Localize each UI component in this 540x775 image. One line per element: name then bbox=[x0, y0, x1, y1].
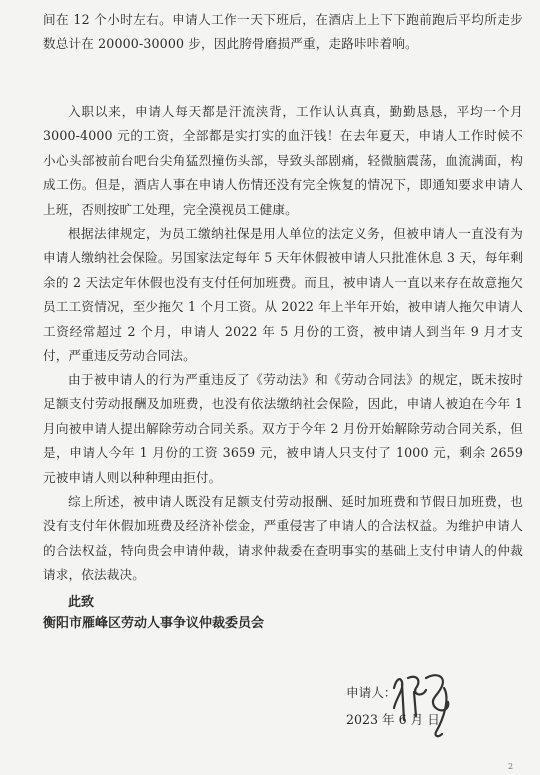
paragraph-continuation: 间在 12 个小时左右。申请人工作一天下班后，在酒店上上下下跑前跑后平均所走步数总计在 20000-30000 步，因此胯骨磨损严重，走路咔咔着响。 bbox=[43, 12, 523, 52]
paragraph-violation: 由于被申请人的行为严重违反了《劳动法》和《劳动合同法》的规定，既未按时足额支付劳动报酬及加班费，也没有依法缴纳社会保险，因此，申请人被迫在今年 1 月向被申请人提出解除劳动合同关系。双方于今年 2 月份开始解除劳动合同关系，但是，申请人今年 1 月份的工资 3659 元，被申请人只支付了 1000 元，剩余 2659 元被申请人则以种种理由拒付。 bbox=[43, 372, 523, 485]
handwritten-signature bbox=[386, 668, 466, 740]
recipient-name: 衡阳市雁峰区劳动人事争议仲裁委员会 bbox=[43, 616, 265, 631]
signature-date: 2023 年 6 月 日 bbox=[346, 712, 440, 727]
paragraph-legal-basis: 根据法律规定，为员工缴纳社保是用人单位的法定义务，但被申请人一直没有为申请人缴纳社会保险。另国家法定每年 5 天年休假被申请人只批准休息 3 天，每年剩余的 2 天法定年休假也没有支付任何加班费。而且，被申请人一直以来存在故意拖欠员工工资情况，至少拖欠 1 个月工资。从 2022 年上半年开始，被申请人拖欠申请人工资经常超过 2 个月，申请人 2022 年 5 月份的工资，被申请人到当年 9 月才支付，严重违反劳动合同法。 bbox=[43, 226, 523, 364]
paragraph-summary: 综上所述，被申请人既没有足额支付劳动报酬、延时加班费和节假日加班费，也没有支付年休假加班费及经济补偿金，严重侵害了申请人的合法权益。为维护申请人的合法权益，特向贵会申请仲裁，请求仲裁委在查明事实的基础上支付申请人的仲裁请求，依法裁决。 bbox=[43, 494, 523, 583]
closing-salutation: 此致 bbox=[68, 595, 95, 610]
paragraph-employment: 入职以来，申请人每天都是汗流浃背，工作认认真真，勤勤恳恳，平均一个月 3000-4000 元的工资，全部都是实打实的血汗钱！在去年夏天，申请人工作时候不小心头部被前台吧台尖角猛烈撞伤头部，导致头部剧痛，轻微脑震荡，血流满面，构成工伤。但是，酒店人事在申请人伤情还没有完全恢复的情况下，即通知要求申请人上班，否则按旷工处理，完全漠视员工健康。 bbox=[43, 104, 523, 217]
signature-label: 申请人： bbox=[346, 685, 397, 700]
page-number: 2 bbox=[508, 762, 514, 771]
